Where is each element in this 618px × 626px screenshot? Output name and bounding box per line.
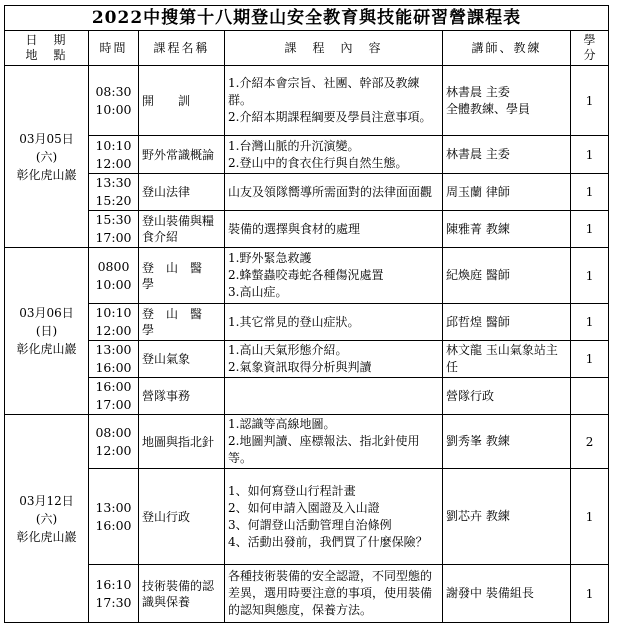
- table-row: [5, 341, 609, 378]
- course-content: 1.高山天氣形態介紹。 2.氣象資訊取得分析與判讀: [225, 341, 443, 378]
- header-time: 時間: [89, 31, 139, 66]
- instructor-cell: 周玉蘭 律師: [443, 174, 571, 211]
- day-cell: 03月12日 (六) 彰化虎山巖: [5, 415, 89, 623]
- course-name: 登山裝備與糧食介紹: [139, 211, 225, 248]
- time-cell: 13:00 16:00: [89, 469, 139, 565]
- instructor-cell: 林書晨 主委: [443, 136, 571, 174]
- course-name: 登山法律: [139, 174, 225, 211]
- course-name: 營隊事務: [139, 378, 225, 415]
- table-row: [5, 66, 609, 136]
- course-content: 各種技術裝備的安全認證，不同型態的差異，選用時要注意的事項，使用裝備的認知與態度，保養方法。: [225, 565, 443, 623]
- credit-cell: 1: [571, 248, 609, 304]
- table-row: [5, 211, 609, 248]
- instructor-cell: 劉芯卉 教練: [443, 469, 571, 565]
- course-name: 地圖與指北針: [139, 415, 225, 469]
- instructor-cell: 劉秀峯 教練: [443, 415, 571, 469]
- instructor-cell: 紀煥庭 醫師: [443, 248, 571, 304]
- time-cell: 0800 10:00: [89, 248, 139, 304]
- credit-cell: [571, 378, 609, 415]
- header-course: 課程名稱: [139, 31, 225, 66]
- day-cell: 03月05日 (六) 彰化虎山巖: [5, 66, 89, 248]
- header-date: 日 期 地 點: [5, 31, 89, 66]
- header-content: 課 程 內 容: [225, 31, 443, 66]
- course-content: 1.認識等高線地圖。 2.地圖判讀、座標報法、指北針使用等。: [225, 415, 443, 469]
- instructor-cell: 謝發中 裝備組長: [443, 565, 571, 623]
- day-cell: 03月06日 (日) 彰化虎山巖: [5, 248, 89, 415]
- course-name: 登山氣象: [139, 341, 225, 378]
- header-instructor: 講師、教練: [443, 31, 571, 66]
- course-name: 技術裝備的認識與保養: [139, 565, 225, 623]
- course-content: 1.台灣山脈的升沉演變。 2.登山中的食衣住行與自然生態。: [225, 136, 443, 174]
- table-row: [5, 136, 609, 174]
- credit-cell: 1: [571, 565, 609, 623]
- credit-cell: 2: [571, 415, 609, 469]
- header-row: [5, 31, 609, 66]
- course-name: 登山行政: [139, 469, 225, 565]
- credit-cell: 1: [571, 341, 609, 378]
- table-row: [5, 469, 609, 565]
- header-credit: 學 分: [571, 31, 609, 66]
- time-cell: 08:30 10:00: [89, 66, 139, 136]
- time-cell: 16:00 17:00: [89, 378, 139, 415]
- table-row: [5, 415, 609, 469]
- course-name: 登 山 醫 學: [139, 248, 225, 304]
- course-content: 山友及領隊嚮導所需面對的法律面面觀: [225, 174, 443, 211]
- course-content: [225, 378, 443, 415]
- schedule-table: [4, 5, 609, 623]
- time-cell: 16:10 17:30: [89, 565, 139, 623]
- credit-cell: 1: [571, 304, 609, 341]
- course-schedule: [4, 5, 608, 623]
- table-row: [5, 565, 609, 623]
- table-row: [5, 304, 609, 341]
- time-cell: 13:30 15:20: [89, 174, 139, 211]
- time-cell: 08:00 12:00: [89, 415, 139, 469]
- table-row: [5, 248, 609, 304]
- credit-cell: 1: [571, 136, 609, 174]
- time-cell: 10:10 12:00: [89, 304, 139, 341]
- table-title: 2022中搜第十八期登山安全教育與技能研習營課程表: [5, 6, 609, 31]
- table-row: [5, 378, 609, 415]
- course-name: 野外常識概論: [139, 136, 225, 174]
- instructor-cell: 林書晨 主委 全體教練、學員: [443, 66, 571, 136]
- instructor-cell: 林文龍 玉山氣象站主任: [443, 341, 571, 378]
- time-cell: 13:00 16:00: [89, 341, 139, 378]
- course-content: 裝備的選擇與食材的處理: [225, 211, 443, 248]
- credit-cell: 1: [571, 469, 609, 565]
- credit-cell: 1: [571, 66, 609, 136]
- course-content: 1.其它常見的登山症狀。: [225, 304, 443, 341]
- instructor-cell: 營隊行政: [443, 378, 571, 415]
- instructor-cell: 邱哲煌 醫師: [443, 304, 571, 341]
- course-content: 1.介紹本會宗旨、社團、幹部及教練群。 2.介紹本期課程綱要及學員注意事項。: [225, 66, 443, 136]
- time-cell: 15:30 17:00: [89, 211, 139, 248]
- course-name: 登 山 醫 學: [139, 304, 225, 341]
- credit-cell: 1: [571, 211, 609, 248]
- course-content: 1、如何寫登山行程計畫 2、如何申請入園證及入山證 3、何謂登山活動管理自治條例 4、活動出發前，我們買了什麼保險？: [225, 469, 443, 565]
- credit-cell: 1: [571, 174, 609, 211]
- time-cell: 10:10 12:00: [89, 136, 139, 174]
- course-name: 開 訓: [139, 66, 225, 136]
- instructor-cell: 陳雅菁 教練: [443, 211, 571, 248]
- course-content: 1.野外緊急救護 2.蜂螫蟲咬毒蛇各種傷況處置 3.高山症。: [225, 248, 443, 304]
- table-row: [5, 174, 609, 211]
